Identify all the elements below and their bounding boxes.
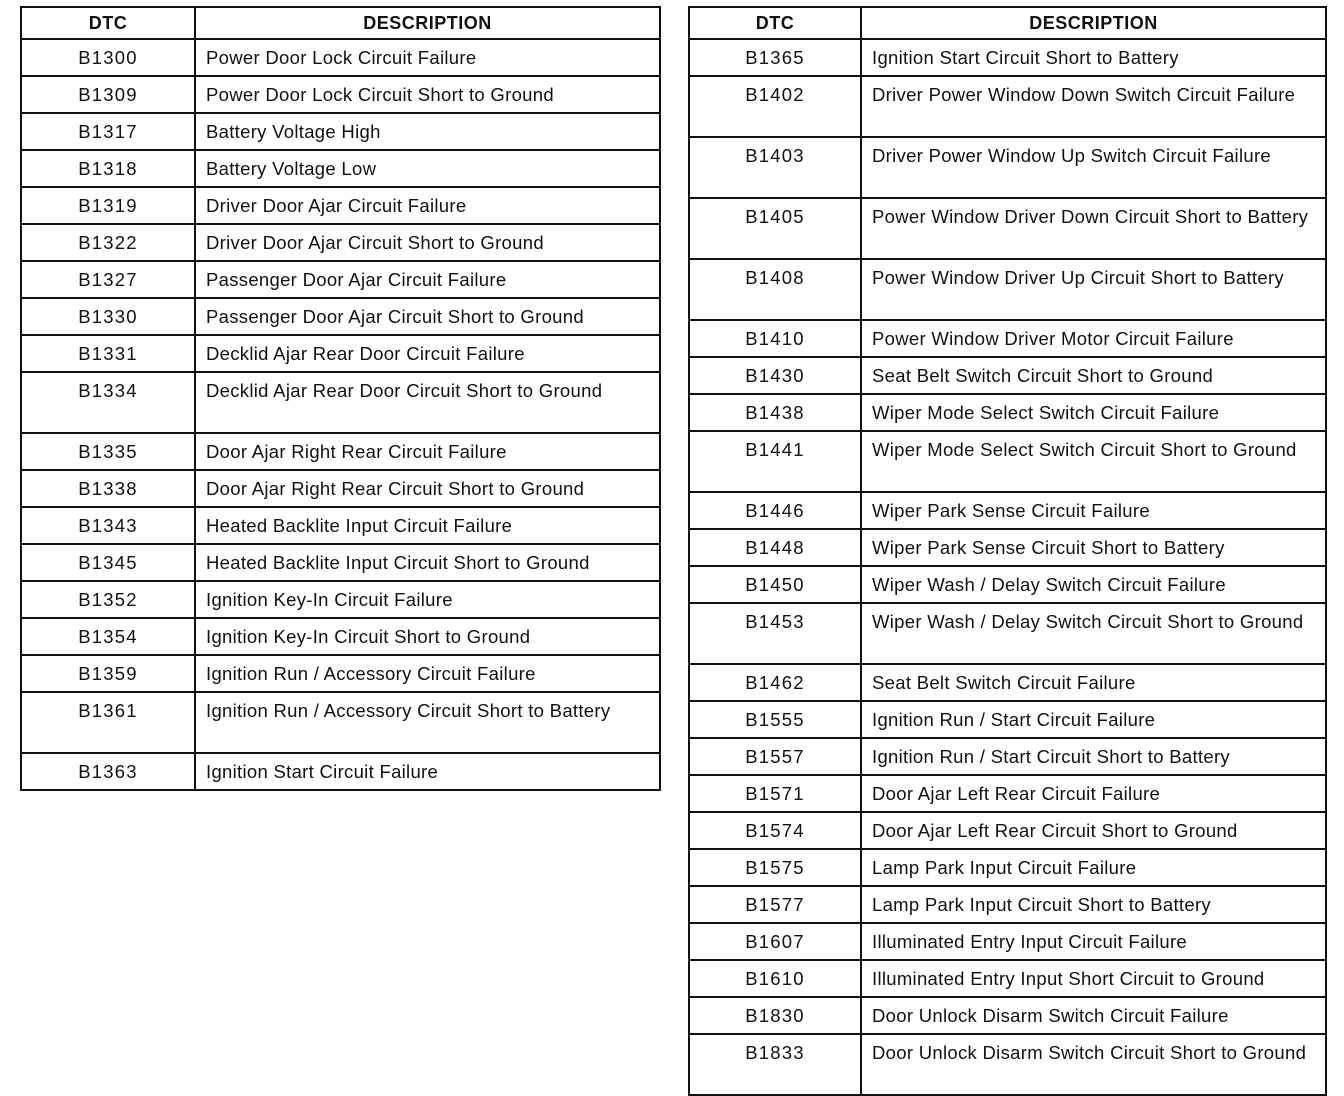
dtc-description: Driver Door Ajar Circuit Short to Ground <box>195 224 660 261</box>
dtc-code: B1430 <box>689 357 861 394</box>
table-row <box>689 431 1326 492</box>
dtc-code: B1405 <box>689 198 861 259</box>
dtc-code: B1557 <box>689 738 861 775</box>
dtc-description: Lamp Park Input Circuit Failure <box>861 849 1326 886</box>
dtc-code: B1354 <box>21 618 195 655</box>
table-row <box>21 224 660 261</box>
table-row <box>689 320 1326 357</box>
dtc-description: Power Door Lock Circuit Short to Ground <box>195 76 660 113</box>
dtc-code: B1555 <box>689 701 861 738</box>
dtc-description: Wiper Park Sense Circuit Short to Battery <box>861 529 1326 566</box>
dtc-table-left <box>20 6 661 791</box>
dtc-description: Illuminated Entry Input Short Circuit to Ground <box>861 960 1326 997</box>
dtc-description: Door Unlock Disarm Switch Circuit Short to Ground <box>861 1034 1326 1095</box>
dtc-code: B1571 <box>689 775 861 812</box>
table-row <box>21 618 660 655</box>
dtc-description: Wiper Mode Select Switch Circuit Short to Ground <box>861 431 1326 492</box>
table-row <box>689 849 1326 886</box>
table-row <box>21 76 660 113</box>
dtc-code: B1343 <box>21 507 195 544</box>
dtc-description: Passenger Door Ajar Circuit Short to Ground <box>195 298 660 335</box>
dtc-description: Ignition Run / Start Circuit Failure <box>861 701 1326 738</box>
dtc-description: Decklid Ajar Rear Door Circuit Failure <box>195 335 660 372</box>
dtc-column-header: DTC <box>21 7 195 39</box>
dtc-description: Passenger Door Ajar Circuit Failure <box>195 261 660 298</box>
dtc-description: Ignition Start Circuit Failure <box>195 753 660 790</box>
dtc-column-header: DTC <box>689 7 861 39</box>
table-row <box>21 655 660 692</box>
dtc-description: Power Window Driver Up Circuit Short to Battery <box>861 259 1326 320</box>
dtc-code: B1334 <box>21 372 195 433</box>
dtc-description: Door Ajar Right Rear Circuit Short to Ground <box>195 470 660 507</box>
dtc-description: Door Unlock Disarm Switch Circuit Failure <box>861 997 1326 1034</box>
dtc-description: Wiper Park Sense Circuit Failure <box>861 492 1326 529</box>
dtc-description: Seat Belt Switch Circuit Short to Ground <box>861 357 1326 394</box>
dtc-description: Driver Power Window Down Switch Circuit Failure <box>861 76 1326 137</box>
dtc-description: Ignition Run / Accessory Circuit Failure <box>195 655 660 692</box>
dtc-code: B1359 <box>21 655 195 692</box>
table-row <box>21 507 660 544</box>
table-row <box>689 701 1326 738</box>
table-row <box>689 923 1326 960</box>
dtc-description: Driver Power Window Up Switch Circuit Failure <box>861 137 1326 198</box>
dtc-code: B1317 <box>21 113 195 150</box>
dtc-code: B1410 <box>689 320 861 357</box>
dtc-code: B1363 <box>21 753 195 790</box>
table-row <box>21 433 660 470</box>
table-row <box>21 470 660 507</box>
dtc-description: Driver Door Ajar Circuit Failure <box>195 187 660 224</box>
dtc-description: Seat Belt Switch Circuit Failure <box>861 664 1326 701</box>
dtc-description: Wiper Wash / Delay Switch Circuit Failure <box>861 566 1326 603</box>
dtc-description: Battery Voltage Low <box>195 150 660 187</box>
table-row <box>21 187 660 224</box>
dtc-code: B1575 <box>689 849 861 886</box>
table-row <box>689 997 1326 1034</box>
table-row <box>689 566 1326 603</box>
dtc-description: Ignition Start Circuit Short to Battery <box>861 39 1326 76</box>
dtc-description: Lamp Park Input Circuit Short to Battery <box>861 886 1326 923</box>
dtc-code: B1330 <box>21 298 195 335</box>
header-row <box>689 7 1326 39</box>
table-row <box>21 753 660 790</box>
dtc-code: B1450 <box>689 566 861 603</box>
table-row <box>689 603 1326 664</box>
dtc-description: Wiper Mode Select Switch Circuit Failure <box>861 394 1326 431</box>
table-row <box>689 259 1326 320</box>
table-row <box>689 357 1326 394</box>
dtc-description: Ignition Key-In Circuit Failure <box>195 581 660 618</box>
dtc-code: B1319 <box>21 187 195 224</box>
dtc-code: B1300 <box>21 39 195 76</box>
dtc-code: B1408 <box>689 259 861 320</box>
dtc-code: B1335 <box>21 433 195 470</box>
dtc-table-right <box>688 6 1327 1096</box>
dtc-code: B1365 <box>689 39 861 76</box>
dtc-code: B1402 <box>689 76 861 137</box>
dtc-code: B1322 <box>21 224 195 261</box>
dtc-code: B1607 <box>689 923 861 960</box>
table-row <box>689 76 1326 137</box>
table-row <box>21 39 660 76</box>
dtc-description: Power Door Lock Circuit Failure <box>195 39 660 76</box>
dtc-code: B1318 <box>21 150 195 187</box>
dtc-description: Wiper Wash / Delay Switch Circuit Short to Ground <box>861 603 1326 664</box>
table-row <box>21 692 660 753</box>
table-row <box>21 150 660 187</box>
table-row <box>689 960 1326 997</box>
dtc-code: B1833 <box>689 1034 861 1095</box>
dtc-code: B1338 <box>21 470 195 507</box>
dtc-description: Decklid Ajar Rear Door Circuit Short to Ground <box>195 372 660 433</box>
dtc-code: B1448 <box>689 529 861 566</box>
table-row <box>689 812 1326 849</box>
dtc-code: B1327 <box>21 261 195 298</box>
table-row <box>21 335 660 372</box>
header-row <box>21 7 660 39</box>
table-row <box>689 198 1326 259</box>
dtc-description: Heated Backlite Input Circuit Failure <box>195 507 660 544</box>
dtc-code: B1438 <box>689 394 861 431</box>
description-column-header: DESCRIPTION <box>861 7 1326 39</box>
dtc-description: Door Ajar Left Rear Circuit Short to Ground <box>861 812 1326 849</box>
dtc-code: B1441 <box>689 431 861 492</box>
table-row <box>689 886 1326 923</box>
description-column-header: DESCRIPTION <box>195 7 660 39</box>
dtc-code: B1577 <box>689 886 861 923</box>
dtc-description: Illuminated Entry Input Circuit Failure <box>861 923 1326 960</box>
dtc-code: B1309 <box>21 76 195 113</box>
dtc-code: B1830 <box>689 997 861 1034</box>
dtc-code: B1331 <box>21 335 195 372</box>
dtc-code: B1352 <box>21 581 195 618</box>
dtc-description: Ignition Run / Start Circuit Short to Battery <box>861 738 1326 775</box>
table-row <box>689 529 1326 566</box>
dtc-code: B1610 <box>689 960 861 997</box>
dtc-code: B1345 <box>21 544 195 581</box>
table-row <box>21 372 660 433</box>
dtc-description: Power Window Driver Down Circuit Short to Battery <box>861 198 1326 259</box>
table-row <box>689 738 1326 775</box>
table-row <box>689 394 1326 431</box>
dtc-code: B1446 <box>689 492 861 529</box>
table-row <box>21 544 660 581</box>
dtc-code: B1574 <box>689 812 861 849</box>
dtc-code: B1361 <box>21 692 195 753</box>
dtc-description: Power Window Driver Motor Circuit Failure <box>861 320 1326 357</box>
table-row <box>689 775 1326 812</box>
dtc-code: B1453 <box>689 603 861 664</box>
table-row <box>21 113 660 150</box>
dtc-description: Heated Backlite Input Circuit Short to Ground <box>195 544 660 581</box>
dtc-description: Door Ajar Left Rear Circuit Failure <box>861 775 1326 812</box>
table-row <box>21 298 660 335</box>
table-row <box>689 39 1326 76</box>
dtc-description: Battery Voltage High <box>195 113 660 150</box>
dtc-description: Door Ajar Right Rear Circuit Failure <box>195 433 660 470</box>
table-row <box>689 492 1326 529</box>
table-row <box>21 261 660 298</box>
table-row <box>21 581 660 618</box>
dtc-code: B1462 <box>689 664 861 701</box>
table-row <box>689 137 1326 198</box>
dtc-code: B1403 <box>689 137 861 198</box>
table-row <box>689 1034 1326 1095</box>
dtc-description: Ignition Key-In Circuit Short to Ground <box>195 618 660 655</box>
dtc-description: Ignition Run / Accessory Circuit Short to Battery <box>195 692 660 753</box>
table-row <box>689 664 1326 701</box>
